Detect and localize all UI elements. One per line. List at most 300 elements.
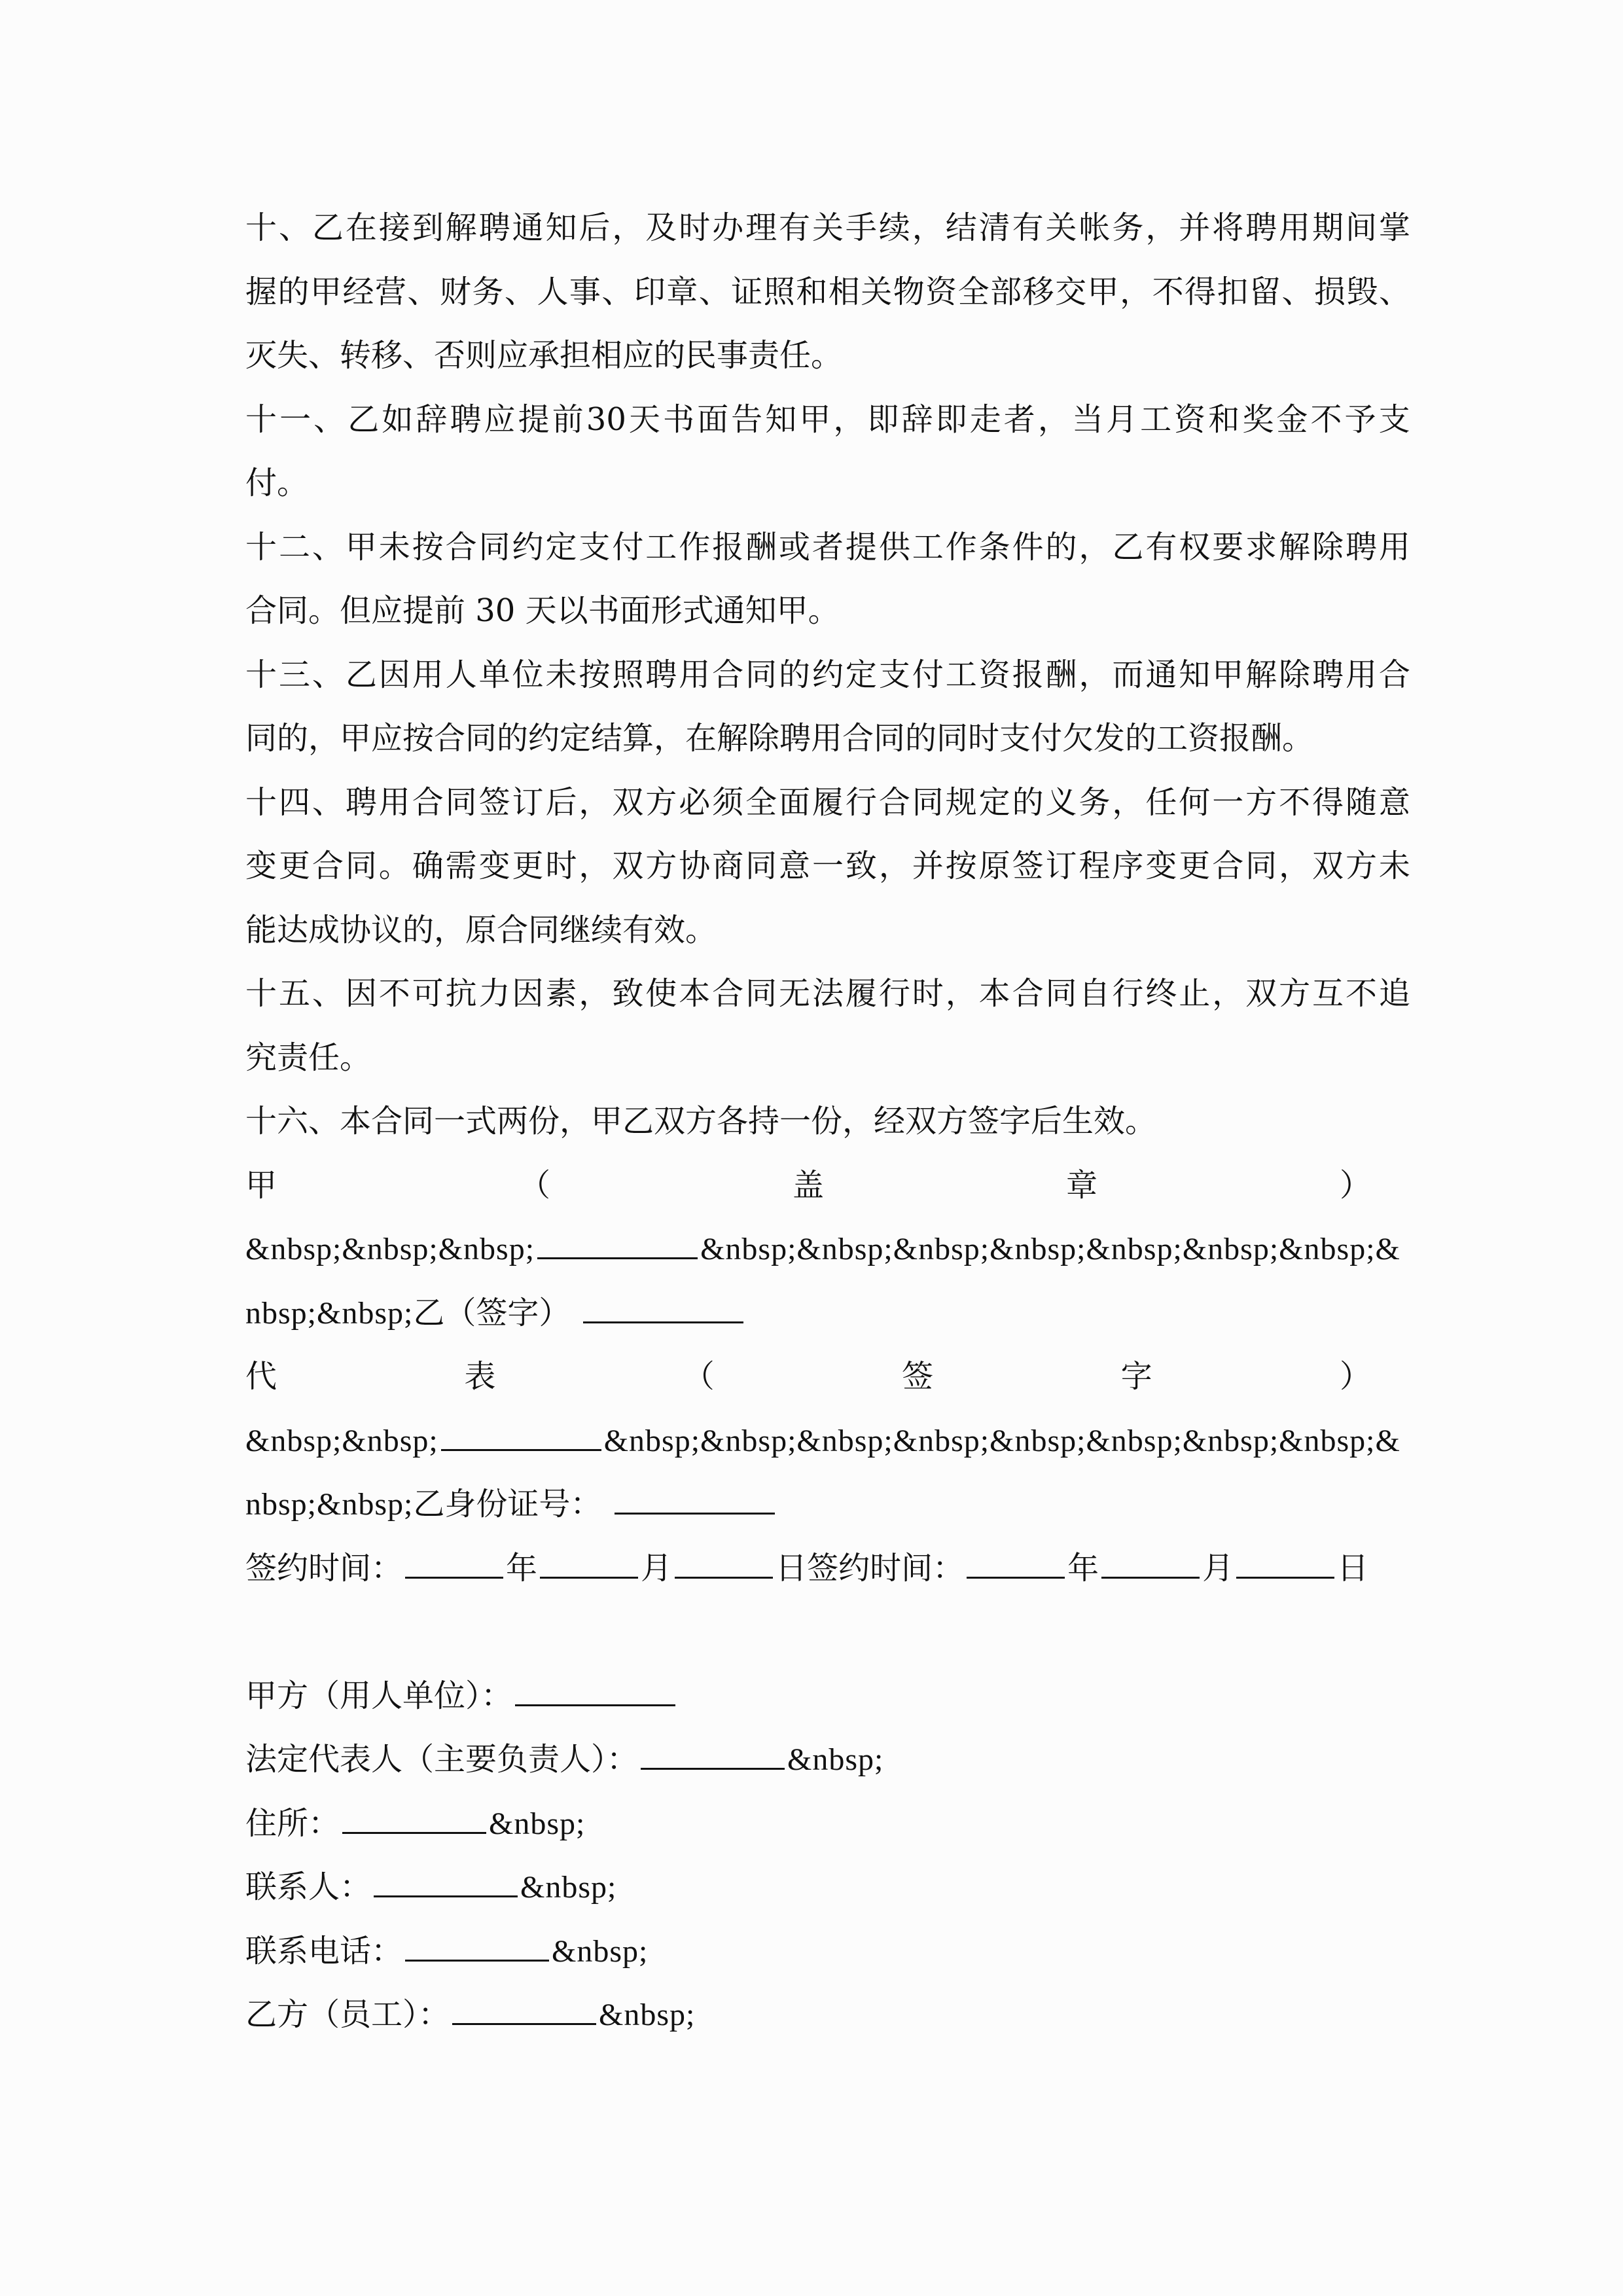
signing-date-line [245, 1537, 1410, 1601]
text-char: 用 [1279, 209, 1311, 246]
text-char: 除 [1312, 528, 1344, 565]
text-char: 提 [845, 528, 877, 565]
text-char: 程 [1079, 848, 1111, 884]
text-char: 订 [512, 783, 544, 821]
text-char: 支 [878, 656, 910, 693]
text-char: 知 [1179, 656, 1211, 693]
contact-person-blank[interactable] [374, 1867, 518, 1897]
text-char: 、 [698, 273, 730, 310]
text-char: 四 [278, 783, 310, 821]
text-char: 酬 [1045, 656, 1077, 693]
text-char: 原 [978, 848, 1010, 884]
text-char: 解 [445, 209, 477, 246]
text-char: 用 [378, 783, 410, 821]
text-char: 而 [1112, 656, 1144, 693]
text-char: 时 [912, 975, 944, 1012]
text-char: 面 [697, 401, 729, 438]
signing-date-label-a: 签约时间： [245, 1549, 403, 1587]
text-char: 应 [484, 401, 516, 438]
text-char: 权 [1179, 528, 1211, 565]
text-char: 财 [439, 273, 471, 310]
text-char: 得 [1312, 783, 1344, 821]
text-char: 因 [378, 656, 410, 693]
party-a-seal-blank[interactable] [537, 1229, 698, 1259]
contact-phone-line [245, 1920, 1410, 1984]
text-char: 知 [545, 209, 577, 246]
representative-sign-blank[interactable] [441, 1420, 601, 1451]
text-char: 变 [245, 848, 277, 884]
text-char: 聘 [1312, 656, 1344, 693]
clause-16-line-1: 十六、本合同一式两份，甲乙双方各持一份，经双方签字后生效。 [245, 1103, 1157, 1139]
text-char: 知 [765, 401, 797, 438]
text-char: 人 [537, 273, 569, 310]
entity-text: &nbsp; [552, 1933, 649, 1969]
text-char: 合 [1378, 656, 1410, 693]
address-line [245, 1792, 1410, 1856]
party-a-seal-line [245, 1217, 1410, 1282]
text-char: 办 [712, 209, 744, 246]
text-char: 素 [545, 975, 577, 1012]
text-char: 双 [612, 783, 644, 821]
text-char: 签 [478, 783, 510, 821]
text-char: 关 [812, 209, 844, 246]
text-char: 人 [445, 656, 477, 693]
entity-text: &nbsp; [787, 1742, 884, 1777]
text-char: 用 [412, 656, 444, 693]
text-char: 交 [1055, 273, 1087, 310]
text-char: 按 [412, 528, 444, 565]
seal-char: ） [1339, 1166, 1371, 1204]
text-char: 清 [978, 209, 1010, 246]
text-char: 时 [545, 848, 577, 884]
text-char: 如 [382, 401, 414, 438]
text-char: 、 [601, 273, 633, 310]
text-char: 十 [245, 975, 277, 1012]
text-char: 定 [845, 656, 877, 693]
text-char: 付 [612, 528, 644, 565]
text-char: 理 [745, 209, 777, 246]
text-char: 当 [1071, 401, 1103, 438]
text-char: 并 [1179, 209, 1211, 246]
text-char: 双 [1312, 848, 1344, 884]
clause-11-line-1 [245, 388, 1410, 452]
text-char: 的 [277, 273, 310, 310]
text-char: 协 [679, 848, 711, 884]
text-char: 毁 [1346, 273, 1378, 310]
text-char: ， [912, 209, 944, 246]
year-label-a: 年 [506, 1549, 538, 1587]
text-char: 在 [345, 209, 377, 246]
text-char: 的 [1045, 528, 1077, 565]
text-char: 法 [812, 975, 844, 1012]
text-char: 报 [1012, 656, 1044, 693]
text-char: 甲 [310, 273, 342, 310]
text-char: 未 [378, 528, 410, 565]
text-char: 30 [586, 401, 626, 438]
text-char: 合 [312, 848, 344, 884]
text-char: 接 [378, 209, 410, 246]
representative-sign-line [245, 1409, 1410, 1473]
address-blank[interactable] [342, 1803, 486, 1834]
clause-10-line-3: 灭失、转移、否则应承担相应的民事责任。 [245, 337, 843, 374]
text-char: 合 [1212, 848, 1244, 884]
entity-text: nbsp;&nbsp; [245, 1295, 414, 1331]
text-char: 本 [679, 975, 711, 1012]
text-char: 得 [1185, 273, 1217, 310]
text-char: ， [579, 975, 611, 1012]
text-char: 任 [1145, 783, 1177, 821]
text-char: 损 [1313, 273, 1346, 310]
clause-12-line-2: 合同。但应提前 30 天以书面形式通知甲。 [245, 592, 840, 629]
text-char: 合 [445, 528, 477, 565]
text-char: 终 [1145, 975, 1177, 1012]
contract-page [245, 196, 1410, 2047]
text-char: 、 [312, 656, 344, 693]
month-blank-b[interactable] [1101, 1548, 1200, 1579]
month-label-b: 月 [1202, 1549, 1234, 1587]
text-char: 即 [867, 401, 899, 438]
text-char: 除 [1279, 656, 1311, 693]
text-char: 续 [878, 209, 910, 246]
text-char: 方 [1245, 783, 1277, 821]
text-char: 确 [412, 848, 444, 884]
text-char: 解 [1245, 656, 1277, 693]
text-char: 甲 [1087, 273, 1119, 310]
text-char: 辞 [901, 401, 933, 438]
text-char: 手 [845, 209, 877, 246]
legal-representative-blank[interactable] [641, 1739, 785, 1770]
text-char: 通 [1145, 656, 1177, 693]
text-char: 未 [545, 656, 577, 693]
clause-10-line-2 [245, 260, 1410, 325]
text-char: 、 [1378, 273, 1410, 310]
text-char: 本 [978, 975, 1010, 1012]
text-char: ， [1279, 848, 1311, 884]
text-char: 十 [245, 656, 277, 693]
text-char: 同 [1045, 975, 1077, 1012]
text-char: 、 [312, 975, 344, 1012]
text-char: 聘 [645, 656, 677, 693]
text-char: ， [1120, 273, 1152, 310]
text-char: 走 [969, 401, 1001, 438]
clause-13-line-1 [245, 643, 1410, 708]
text-char: 随 [1345, 783, 1377, 821]
text-char: 合 [412, 783, 444, 821]
text-char: 单 [478, 656, 510, 693]
text-char: 解 [1279, 528, 1311, 565]
text-char: 间 [1345, 209, 1377, 246]
text-char: 不 [1279, 783, 1311, 821]
text-char: 扣 [1217, 273, 1249, 310]
text-char: 序 [1112, 848, 1144, 884]
text-char: 行 [845, 783, 877, 821]
text-char: 务 [472, 273, 504, 310]
party-b-employee-blank[interactable] [452, 1994, 596, 2025]
text-char: 移 [1022, 273, 1054, 310]
party-b-employee-line [245, 1983, 1410, 2047]
text-char: 可 [412, 975, 444, 1012]
day-blank-b[interactable] [1236, 1548, 1334, 1579]
clause-14-line-2 [245, 834, 1410, 899]
text-char: 掌 [1378, 209, 1410, 246]
text-char: 辞 [416, 401, 448, 438]
text-char: 、 [1281, 273, 1313, 310]
entity-text: &nbsp; [520, 1870, 617, 1905]
text-char: 聘 [478, 209, 510, 246]
text-char: 意 [1378, 783, 1410, 821]
sign-char: 签 [902, 1358, 934, 1395]
text-char: 同 [445, 783, 477, 821]
year-blank-b[interactable] [967, 1548, 1065, 1579]
day-label-b: 日 [1337, 1549, 1369, 1587]
party-a-seal-label [245, 1154, 1371, 1218]
text-char: 予 [1344, 401, 1376, 438]
text-char: 须 [712, 783, 744, 821]
month-blank-a[interactable] [540, 1548, 638, 1579]
text-char: 按 [945, 848, 977, 884]
text-char: 合 [1012, 975, 1044, 1012]
text-char: 需 [445, 848, 477, 884]
text-char: 通 [512, 209, 544, 246]
signing-date-label-b: 签约时间： [807, 1549, 965, 1587]
text-char: 十 [245, 401, 277, 438]
text-char: 、 [312, 783, 344, 821]
sign-char: 表 [464, 1358, 496, 1395]
clause-13-line-2: 同的，甲应按合同的约定结算，在解除聘用合同的同时支付欠发的工资报酬。 [245, 720, 1314, 757]
text-char: 规 [945, 783, 977, 821]
clause-12-line-1 [245, 516, 1410, 580]
party-b-sign-blank[interactable] [583, 1293, 743, 1323]
text-char: 天 [628, 401, 660, 438]
text-char: 不 [1152, 273, 1184, 310]
text-char: 变 [478, 848, 510, 884]
text-char: 双 [1245, 975, 1277, 1012]
sign-char: 代 [245, 1358, 277, 1395]
sign-char: 字 [1120, 1358, 1152, 1395]
text-char: 件 [1012, 528, 1044, 565]
text-char: 营 [374, 273, 406, 310]
entity-text: &nbsp;&nbsp; [245, 1423, 438, 1458]
text-char: 定 [545, 528, 577, 565]
contact-person-line [245, 1856, 1410, 1920]
text-char: 期 [1312, 209, 1344, 246]
text-char: 甲 [1212, 656, 1244, 693]
text-char: 同 [912, 783, 944, 821]
text-char: ， [1112, 783, 1144, 821]
text-char: 资 [925, 273, 957, 310]
text-char: 用 [1378, 528, 1410, 565]
text-char: 印 [633, 273, 666, 310]
text-char: 全 [745, 783, 777, 821]
text-char: 聘 [1245, 209, 1277, 246]
text-char: 因 [512, 975, 544, 1012]
text-char: 乙 [345, 656, 377, 693]
text-char: 务 [1079, 783, 1111, 821]
text-char: 资 [978, 656, 1010, 693]
year-blank-a[interactable] [405, 1548, 503, 1579]
text-char: 合 [712, 656, 744, 693]
text-char: 证 [731, 273, 763, 310]
text-char: 作 [679, 528, 711, 565]
text-char: 十 [245, 783, 277, 821]
text-char: 致 [612, 975, 644, 1012]
text-char: 乙 [312, 209, 344, 246]
representative-sign-label [245, 1345, 1371, 1409]
text-char: 方 [645, 848, 677, 884]
text-char: 用 [679, 656, 711, 693]
party-b-employee-label: 乙方（员工）： [245, 1996, 450, 2033]
seal-char: 甲 [245, 1166, 277, 1204]
entity-text: nbsp;&nbsp; [245, 1487, 414, 1522]
text-char: 互 [1312, 975, 1344, 1012]
text-char: ， [945, 975, 977, 1012]
text-char: 后 [545, 783, 577, 821]
text-char: 五 [278, 975, 310, 1012]
text-char: 章 [666, 273, 698, 310]
text-char: 关 [1045, 209, 1077, 246]
text-char: 履 [812, 783, 844, 821]
text-char: 有 [1012, 209, 1044, 246]
text-char: 更 [1179, 848, 1211, 884]
text-char: 同 [478, 528, 510, 565]
text-char: 约 [812, 656, 844, 693]
text-char: 并 [912, 848, 944, 884]
party-b-id-blank[interactable] [615, 1484, 775, 1515]
text-char: 。 [378, 848, 410, 884]
seal-char: 盖 [792, 1166, 824, 1204]
text-char: 支 [1378, 401, 1410, 438]
text-char: 到 [412, 209, 444, 246]
text-char: 二 [278, 528, 310, 565]
month-label-a: 月 [641, 1549, 673, 1587]
text-char: 关 [861, 273, 893, 310]
text-char: 或 [779, 528, 811, 565]
clause-14-line-3: 能达成协议的，原合同继续有效。 [245, 911, 717, 948]
text-char: 务 [1112, 209, 1144, 246]
text-char: ， [878, 848, 910, 884]
text-char: 提 [518, 401, 550, 438]
text-char: 工 [912, 528, 944, 565]
text-char: 变 [1145, 848, 1177, 884]
text-char: 即 [935, 401, 967, 438]
spacer [245, 1600, 1410, 1664]
text-char: 致 [845, 848, 877, 884]
text-char: 后 [579, 209, 611, 246]
text-char: ， [1037, 401, 1069, 438]
text-char: 行 [878, 975, 910, 1012]
text-char: 履 [845, 975, 877, 1012]
text-char: 书 [663, 401, 695, 438]
party-a-employer-blank[interactable] [515, 1676, 675, 1706]
text-char: 工 [945, 656, 977, 693]
text-char: 必 [679, 783, 711, 821]
text-char: 有 [1145, 528, 1177, 565]
text-char: 乙 [348, 401, 380, 438]
entity-text: &nbsp; [599, 1998, 696, 2032]
contact-phone-blank[interactable] [405, 1931, 549, 1962]
text-char: 何 [1179, 783, 1211, 821]
text-char: 付 [912, 656, 944, 693]
text-char: 留 [1249, 273, 1281, 310]
clause-14-line-1 [245, 771, 1410, 835]
text-char: 方 [645, 783, 677, 821]
text-char: 一 [1212, 783, 1244, 821]
text-char: 、 [312, 528, 344, 565]
party-b-id-line [245, 1473, 1410, 1537]
clause-15-line-2: 究责任。 [245, 1039, 372, 1076]
text-char: 定 [978, 783, 1010, 821]
text-char: 要 [1212, 528, 1244, 565]
text-char: 更 [278, 848, 310, 884]
text-char: 同 [1245, 848, 1277, 884]
text-char: 力 [478, 975, 510, 1012]
text-char: 止 [1179, 975, 1211, 1012]
clause-15-line-1 [245, 962, 1410, 1026]
text-char: ， [1079, 528, 1111, 565]
text-char: 金 [1276, 401, 1308, 438]
text-char: 求 [1245, 528, 1277, 565]
text-char: ， [612, 209, 644, 246]
entity-text: &nbsp;&nbsp;&nbsp; [245, 1232, 535, 1266]
text-char: 因 [345, 975, 377, 1012]
text-char: 用 [1345, 656, 1377, 693]
text-char: 方 [1279, 975, 1311, 1012]
text-char: 订 [1045, 848, 1077, 884]
text-char: 抗 [445, 975, 477, 1012]
text-char: 聘 [450, 401, 482, 438]
text-char: 同 [745, 656, 777, 693]
text-char: 照 [612, 656, 644, 693]
text-char: 者 [1003, 401, 1035, 438]
text-char: 甲 [345, 528, 377, 565]
text-char: 作 [945, 528, 977, 565]
text-char: 义 [1045, 783, 1077, 821]
text-char: 签 [1012, 848, 1044, 884]
text-char: 约 [512, 528, 544, 565]
text-char: 酬 [745, 528, 777, 565]
text-char: 报 [712, 528, 744, 565]
text-char: 条 [978, 528, 1010, 565]
text-char: 照 [763, 273, 795, 310]
text-char: 工 [1140, 401, 1172, 438]
contact-person-label: 联系人： [245, 1869, 372, 1905]
party-b-id-label: 乙身份证号： [413, 1486, 602, 1522]
text-char: 部 [990, 273, 1022, 310]
text-char: 时 [679, 209, 711, 246]
text-char: ， [1079, 656, 1111, 693]
text-char: 不 [1310, 401, 1342, 438]
text-char: 不 [1345, 975, 1377, 1012]
text-char: 行 [1112, 975, 1144, 1012]
day-label-a: 日 [776, 1549, 808, 1587]
text-char: 供 [878, 528, 910, 565]
text-char: 合 [712, 975, 744, 1012]
text-char: 月 [1106, 401, 1138, 438]
text-char: 的 [779, 656, 811, 693]
text-char: 工 [645, 528, 677, 565]
sign-char: ） [1339, 1358, 1371, 1395]
text-char: 聘 [345, 783, 377, 821]
contact-phone-label: 联系电话： [245, 1932, 403, 1969]
text-char: 前 [552, 401, 584, 438]
text-char: ， [579, 848, 611, 884]
text-char: 十 [245, 528, 277, 565]
entity-text: &nbsp;&nbsp;&nbsp;&nbsp;&nbsp;&nbsp;&nbsp;& [700, 1232, 1400, 1266]
day-blank-a[interactable] [675, 1548, 773, 1579]
text-char: 聘 [1345, 528, 1377, 565]
text-char: 有 [779, 209, 811, 246]
text-char: 面 [779, 783, 811, 821]
